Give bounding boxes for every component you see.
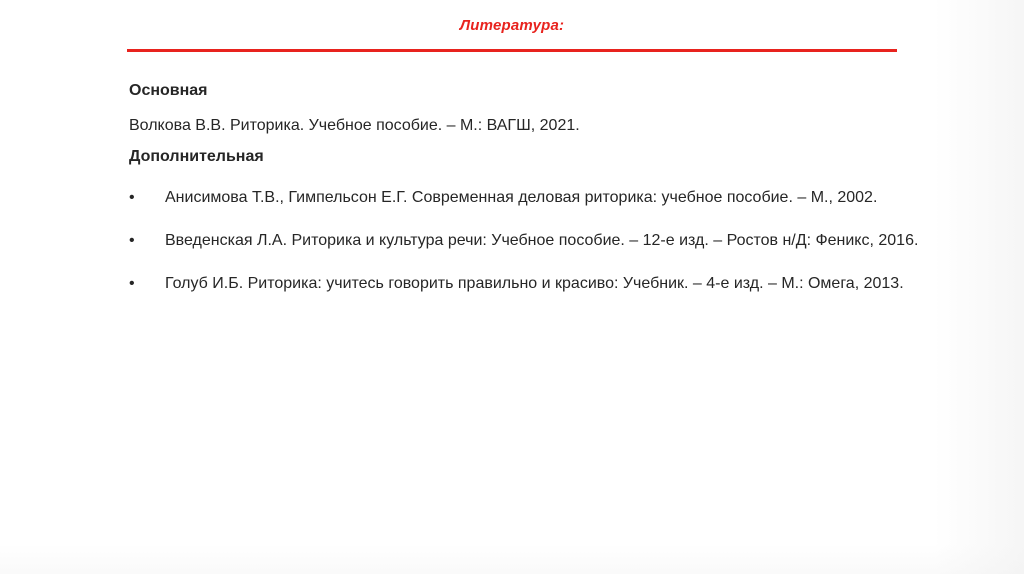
bullet-icon: • xyxy=(129,275,135,292)
reference-text: Голуб И.Б. Риторика: учитесь говорить правильно и красиво: Учебник. – 4-е изд. – М.: Омега, 2013. xyxy=(165,275,904,292)
reference-additional-2 xyxy=(129,224,959,257)
section-heading-main: Основная xyxy=(129,82,208,99)
reference-additional-1 xyxy=(129,181,959,214)
title-divider xyxy=(127,49,897,52)
reference-text: Анисимова Т.В., Гимпельсон Е.Г. Современная деловая риторика: учебное пособие. – М., 2002. xyxy=(165,189,878,206)
reference-text: Введенская Л.А. Риторика и культура речи: Учебное пособие. – 12-е изд. – Ростов н/Д: Феникс, 2016. xyxy=(165,232,919,249)
reference-additional-3 xyxy=(129,267,959,300)
references-content xyxy=(129,80,959,310)
bullet-icon: • xyxy=(129,232,135,249)
slide-title: Литература: xyxy=(459,17,565,34)
bullet-icon: • xyxy=(129,189,135,206)
section-heading-additional: Дополнительная xyxy=(129,148,264,165)
reference-main-1: Волкова В.В. Риторика. Учебное пособие. – М.: ВАГШ, 2021. xyxy=(129,117,580,134)
page-shadow-bottom xyxy=(0,544,1024,574)
